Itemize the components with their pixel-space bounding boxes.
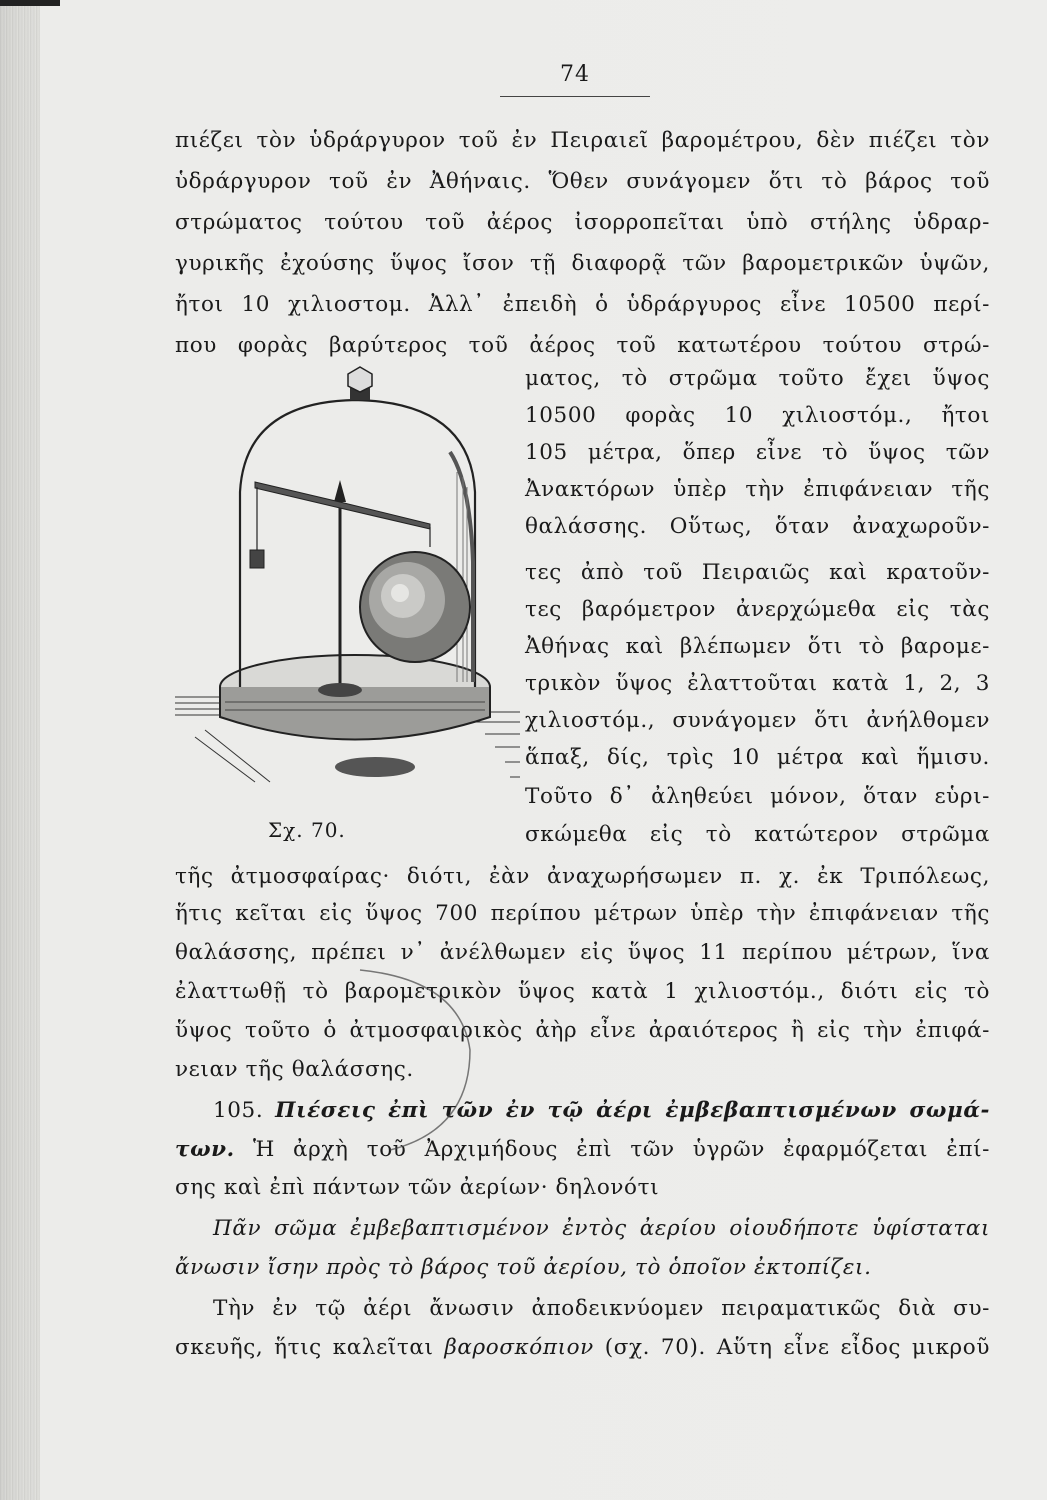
text-line: σης καὶ ἐπὶ πάντων τῶν ἀερίων· δηλονότι (175, 1175, 660, 1200)
section-line (175, 1135, 990, 1165)
text-line: τες βαρόμετρον ἀνερχώμεθα εἰς τὰς (525, 597, 990, 622)
text-line: Ἀθήνας καὶ βλέπωμεν ὅτι τὸ βαρομε- (525, 634, 990, 659)
text-line: θαλάσσης, πρέπει ν᾽ ἀνέλθωμεν εἰς ὕψος 11 περίπου μέτρων, ἵνα (175, 940, 990, 965)
text-line: ἥτις κεῖται εἰς ὕψος 700 περίπου μέτρων ὑπὲρ τὴν ἐπιφάνειαν τῆς (175, 901, 990, 926)
text-line: Τὴν ἐν τῷ ἀέρι ἄνωσιν ἀποδεικνύομεν πειραματικῶς διὰ συ- (213, 1296, 990, 1321)
principle-line: Πᾶν σῶμα ἐμβεβαπτισμένον ἐντὸς ἀερίου οἱουδήποτε ὑφίσταται (213, 1216, 990, 1241)
section-heading: Πιέσεις ἐπὶ τῶν ἐν τῷ ἀέρι ἐμβεβαπτισμένων σωμά- (275, 1098, 990, 1123)
closing-text: (σχ. 70). Αὕτη εἶνε εἶδος μικροῦ (604, 1335, 990, 1360)
text-line: 105 μέτρα, ὅπερ εἶνε τὸ ὕψος τῶν (525, 440, 990, 465)
corner-mark (0, 0, 60, 6)
text-line: τες ἀπὸ τοῦ Πειραιῶς καὶ κρατοῦν- (525, 560, 990, 585)
text-line: 10500 φορὰς 10 χιλιοστόμ., ἤτοι (525, 403, 990, 428)
principle-line: ἄνωσιν ἴσην πρὸς τὸ βάρος τοῦ ἀερίου, τὸ ὁποῖον ἐκτοπίζει. (175, 1255, 872, 1280)
text-line: που φορὰς βαρύτερος τοῦ ἀέρος τοῦ κατωτέρου τούτου στρώ- (175, 333, 990, 358)
section-text: Ἡ ἀρχὴ τοῦ Ἀρχιμήδους ἐπὶ τῶν ὑγρῶν ἐφαρμόζεται ἐπί- (252, 1137, 991, 1162)
text-line: χιλιοστόμ., συνάγομεν ὅτι ἀνήλθομεν (525, 708, 990, 733)
text-line: ἐλαττωθῇ τὸ βαρομετρικὸν ὕψος κατὰ 1 χιλιοστόμ., διότι εἰς τὸ (175, 979, 990, 1004)
baroscope-figure (175, 362, 520, 822)
text-line: ὑδράργυρον τοῦ ἐν Ἀθήναις. Ὅθεν συνάγομεν ὅτι τὸ βάρος τοῦ (175, 169, 990, 194)
text-line: γυρικῆς ἐχούσης ὕψος ἴσον τῇ διαφορᾷ τῶν βαρομετρικῶν ὑψῶν, (175, 251, 990, 276)
text-line: ἅπαξ, δίς, τρὶς 10 μέτρα καὶ ἥμισυ. (525, 745, 990, 770)
text-line: στρώματος τούτου τοῦ ἀέρος ἰσορροπεῖται ὑπὸ στήλης ὑδραρ- (175, 210, 990, 235)
header-rule (500, 96, 650, 97)
page-edge-stack (0, 0, 40, 1500)
text-line: ἤτοι 10 χιλιοστομ. Ἀλλ᾽ ἐπειδὴ ὁ ὑδράργυρος εἶνε 10500 περί- (175, 292, 990, 317)
page-number: 74 (560, 62, 590, 87)
text-line: τῆς ἀτμοσφαίρας· διότι, ἐὰν ἀναχωρήσωμεν π. χ. ἐκ Τριπόλεως, (175, 864, 990, 889)
pencil-annotation (330, 960, 490, 1160)
text-line: τρικὸν ὕψος ἐλαττοῦται κατὰ 1, 2, 3 (525, 671, 990, 696)
figure-caption: Σχ. 70. (268, 818, 346, 842)
section-heading-cont: των. (175, 1137, 235, 1162)
closing-line (175, 1333, 990, 1363)
closing-text: σκευῆς, ἥτις καλεῖται (175, 1335, 434, 1360)
text-line: ματος, τὸ στρῶμα τοῦτο ἔχει ὕψος (525, 366, 990, 391)
text-line: Τοῦτο δ᾽ ἀληθεύει μόνον, ὅταν εὑρι- (525, 784, 990, 809)
text-line: νειαν τῆς θαλάσσης. (175, 1057, 414, 1082)
section-number: 105. (213, 1098, 264, 1123)
text-line: ὕψος τοῦτο ὁ ἀτμοσφαιρικὸς ἀὴρ εἶνε ἀραιότερος ἢ εἰς τὴν ἐπιφά- (175, 1018, 990, 1043)
text-line: πιέζει τὸν ὑδράργυρον τοῦ ἐν Πειραιεῖ βαρομέτρου, δὲν πιέζει τὸν (175, 128, 990, 153)
text-line: Ἀνακτόρων ὑπὲρ τὴν ἐπιφάνειαν τῆς (525, 477, 990, 502)
term-baroscope: βαροσκόπιον (444, 1335, 594, 1360)
text-line: θαλάσσης. Οὕτως, ὅταν ἀναχωροῦν- (525, 514, 990, 539)
text-line: σκώμεθα εἰς τὸ κατώτερον στρῶμα (525, 822, 990, 847)
